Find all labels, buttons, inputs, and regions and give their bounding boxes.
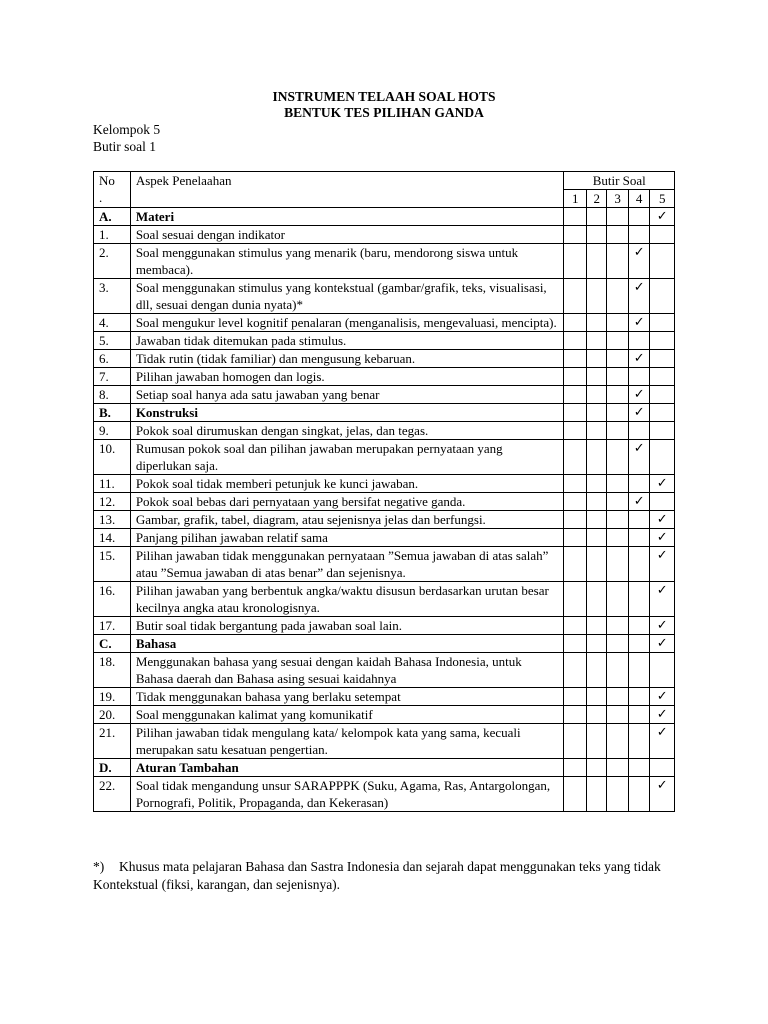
footnote-text: Khusus mata pelajaran Bahasa dan Sastra Indonesia dan sejarah dapat menggunakan teks yang tidak Kontekstual (fiksi, karangan, dan sejenisnya). — [93, 859, 661, 892]
footnote-marker: *) — [93, 859, 105, 874]
check-cell-empty — [650, 404, 675, 422]
check-cell-empty — [586, 475, 606, 493]
check-cell-empty — [586, 404, 606, 422]
row-number: 15. — [94, 547, 131, 582]
criteria-text: Pilihan jawaban tidak menggunakan pernyataan ”Semua jawaban di atas salah” atau ”Semua jawaban di atas benar” dan sejenisnya. — [130, 547, 564, 582]
criteria-text: Soal menggunakan stimulus yang menarik (baru, mendorong siswa untuk membaca). — [130, 244, 564, 279]
checkmark-icon: ✓ — [650, 582, 675, 617]
check-cell-empty — [586, 529, 606, 547]
criteria-text: Soal sesuai dengan indikator — [130, 226, 564, 244]
header-row-1 — [94, 172, 675, 190]
checkmark-icon: ✓ — [650, 511, 675, 529]
checkmark-icon: ✓ — [628, 244, 649, 279]
check-cell-empty — [650, 493, 675, 511]
check-cell-empty — [607, 582, 628, 617]
section-row — [94, 404, 675, 422]
row-number: 9. — [94, 422, 131, 440]
criteria-text: Soal menggunakan kalimat yang komunikatif — [130, 706, 564, 724]
check-cell-empty — [650, 759, 675, 777]
row-number: 4. — [94, 314, 131, 332]
check-cell-empty — [586, 226, 606, 244]
checkmark-icon: ✓ — [628, 404, 649, 422]
check-cell-empty — [586, 777, 606, 812]
check-cell-empty — [607, 404, 628, 422]
check-cell-empty — [564, 332, 587, 350]
check-cell-empty — [607, 529, 628, 547]
butir-label: Butir soal 1 — [93, 139, 156, 154]
criteria-text: Soal menggunakan stimulus yang kontekstual (gambar/grafik, teks, visualisasi, dll, sesuai dengan dunia nyata)* — [130, 279, 564, 314]
check-cell-empty — [586, 511, 606, 529]
kelompok-label: Kelompok 5 — [93, 122, 161, 137]
row-number: 14. — [94, 529, 131, 547]
criteria-row — [94, 422, 675, 440]
section-row — [94, 759, 675, 777]
row-number: 10. — [94, 440, 131, 475]
criteria-text: Pokok soal dirumuskan dengan singkat, jelas, dan tegas. — [130, 422, 564, 440]
check-cell-empty — [564, 475, 587, 493]
row-number: 19. — [94, 688, 131, 706]
criteria-text: Pilihan jawaban tidak mengulang kata/ kelompok kata yang sama, kecuali merupakan satu kesatuan pengertian. — [130, 724, 564, 759]
check-cell-empty — [564, 529, 587, 547]
check-cell-empty — [650, 244, 675, 279]
check-cell-empty — [650, 653, 675, 688]
row-number: D. — [94, 759, 131, 777]
check-cell-empty — [586, 440, 606, 475]
check-cell-empty — [628, 777, 649, 812]
criteria-row — [94, 582, 675, 617]
check-cell-empty — [650, 368, 675, 386]
section-title: Bahasa — [130, 635, 564, 653]
check-cell-empty — [564, 688, 587, 706]
criteria-text: Soal mengukur level kognitif penalaran (menganalisis, mengevaluasi, mencipta). — [130, 314, 564, 332]
check-cell-empty — [564, 386, 587, 404]
checkmark-icon: ✓ — [650, 475, 675, 493]
header-butir-soal: Butir Soal — [564, 172, 675, 190]
checkmark-icon: ✓ — [650, 208, 675, 226]
check-cell-empty — [628, 653, 649, 688]
check-cell-empty — [564, 706, 587, 724]
check-cell-empty — [607, 440, 628, 475]
check-cell-empty — [650, 314, 675, 332]
criteria-row — [94, 529, 675, 547]
row-number: 13. — [94, 511, 131, 529]
check-cell-empty — [564, 422, 587, 440]
check-cell-empty — [607, 279, 628, 314]
check-cell-empty — [586, 350, 606, 368]
check-cell-empty — [650, 279, 675, 314]
row-number: 16. — [94, 582, 131, 617]
check-cell-empty — [586, 688, 606, 706]
check-cell-empty — [628, 332, 649, 350]
check-cell-empty — [628, 226, 649, 244]
check-cell-empty — [607, 724, 628, 759]
criteria-row — [94, 493, 675, 511]
section-title: Aturan Tambahan — [130, 759, 564, 777]
check-cell-empty — [607, 759, 628, 777]
check-cell-empty — [607, 332, 628, 350]
criteria-row — [94, 332, 675, 350]
header-butir-num: 1 — [564, 190, 587, 208]
check-cell-empty — [628, 582, 649, 617]
check-cell-empty — [607, 422, 628, 440]
check-cell-empty — [586, 244, 606, 279]
check-cell-empty — [586, 582, 606, 617]
criteria-text: Panjang pilihan jawaban relatif sama — [130, 529, 564, 547]
header-butir-num: 2 — [586, 190, 606, 208]
check-cell-empty — [607, 386, 628, 404]
check-cell-empty — [607, 350, 628, 368]
check-cell-empty — [564, 244, 587, 279]
criteria-text: Pilihan jawaban yang berbentuk angka/waktu disusun berdasarkan urutan besar kecilnya angka atau kronologisnya. — [130, 582, 564, 617]
criteria-row — [94, 617, 675, 635]
criteria-text: Pilihan jawaban homogen dan logis. — [130, 368, 564, 386]
check-cell-empty — [586, 706, 606, 724]
check-cell-empty — [586, 386, 606, 404]
checkmark-icon: ✓ — [650, 706, 675, 724]
criteria-text: Pokok soal tidak memberi petunjuk ke kunci jawaban. — [130, 475, 564, 493]
criteria-row — [94, 226, 675, 244]
row-number: 7. — [94, 368, 131, 386]
check-cell-empty — [586, 547, 606, 582]
checkmark-icon: ✓ — [628, 440, 649, 475]
criteria-text: Gambar, grafik, tabel, diagram, atau sejenisnya jelas dan berfungsi. — [130, 511, 564, 529]
check-cell-empty — [607, 511, 628, 529]
check-cell-empty — [564, 635, 587, 653]
section-title: Materi — [130, 208, 564, 226]
criteria-row — [94, 724, 675, 759]
checkmark-icon: ✓ — [650, 635, 675, 653]
check-cell-empty — [564, 279, 587, 314]
check-cell-empty — [564, 493, 587, 511]
check-cell-empty — [607, 777, 628, 812]
check-cell-empty — [564, 777, 587, 812]
criteria-text: Rumusan pokok soal dan pilihan jawaban merupakan pernyataan yang diperlukan saja. — [130, 440, 564, 475]
document-title-line1: INSTRUMEN TELAAH SOAL HOTS — [272, 89, 496, 104]
check-cell-empty — [564, 653, 587, 688]
check-cell-empty — [628, 422, 649, 440]
row-number: 8. — [94, 386, 131, 404]
criteria-text: Tidak menggunakan bahasa yang berlaku setempat — [130, 688, 564, 706]
criteria-text: Butir soal tidak bergantung pada jawaban soal lain. — [130, 617, 564, 635]
row-number: 21. — [94, 724, 131, 759]
checkmark-icon: ✓ — [628, 493, 649, 511]
check-cell-empty — [628, 759, 649, 777]
check-cell-empty — [564, 724, 587, 759]
check-cell-empty — [607, 314, 628, 332]
header-butir-num: 4 — [628, 190, 649, 208]
check-cell-empty — [586, 635, 606, 653]
checkmark-icon: ✓ — [650, 617, 675, 635]
check-cell-empty — [586, 617, 606, 635]
check-cell-empty — [628, 529, 649, 547]
criteria-row — [94, 777, 675, 812]
check-cell-empty — [628, 688, 649, 706]
row-number: 20. — [94, 706, 131, 724]
criteria-row — [94, 688, 675, 706]
check-cell-empty — [650, 440, 675, 475]
check-cell-empty — [586, 422, 606, 440]
checkmark-icon: ✓ — [628, 279, 649, 314]
row-number: C. — [94, 635, 131, 653]
criteria-text: Pokok soal bebas dari pernyataan yang bersifat negative ganda. — [130, 493, 564, 511]
checkmark-icon: ✓ — [628, 314, 649, 332]
criteria-text: Soal tidak mengandung unsur SARAPPPK (Suku, Agama, Ras, Antargolongan, Pornografi, Politik, Propaganda, dan Kekerasan) — [130, 777, 564, 812]
checkmark-icon: ✓ — [628, 350, 649, 368]
check-cell-empty — [607, 706, 628, 724]
check-cell-empty — [564, 511, 587, 529]
check-cell-empty — [564, 440, 587, 475]
check-cell-empty — [564, 350, 587, 368]
check-cell-empty — [586, 368, 606, 386]
check-cell-empty — [607, 226, 628, 244]
check-cell-empty — [564, 582, 587, 617]
criteria-row — [94, 475, 675, 493]
criteria-row — [94, 547, 675, 582]
check-cell-empty — [607, 475, 628, 493]
criteria-row — [94, 279, 675, 314]
check-cell-empty — [586, 208, 606, 226]
check-cell-empty — [607, 493, 628, 511]
check-cell-empty — [650, 226, 675, 244]
check-cell-empty — [586, 279, 606, 314]
criteria-row — [94, 706, 675, 724]
row-number: 3. — [94, 279, 131, 314]
checkmark-icon: ✓ — [650, 529, 675, 547]
criteria-text: Tidak rutin (tidak familiar) dan mengusung kebaruan. — [130, 350, 564, 368]
criteria-text: Setiap soal hanya ada satu jawaban yang benar — [130, 386, 564, 404]
checkmark-icon: ✓ — [650, 724, 675, 759]
checkmark-icon: ✓ — [650, 547, 675, 582]
check-cell-empty — [607, 208, 628, 226]
check-cell-empty — [564, 547, 587, 582]
check-cell-empty — [628, 617, 649, 635]
check-cell-empty — [586, 493, 606, 511]
header-aspek: Aspek Penelaahan — [130, 172, 564, 208]
check-cell-empty — [628, 475, 649, 493]
check-cell-empty — [586, 314, 606, 332]
header-butir-num: 5 — [650, 190, 675, 208]
row-number: 17. — [94, 617, 131, 635]
check-cell-empty — [586, 332, 606, 350]
checkmark-icon: ✓ — [628, 386, 649, 404]
criteria-row — [94, 314, 675, 332]
section-title: Konstruksi — [130, 404, 564, 422]
check-cell-empty — [607, 547, 628, 582]
checkmark-icon: ✓ — [650, 777, 675, 812]
check-cell-empty — [607, 635, 628, 653]
check-cell-empty — [564, 368, 587, 386]
check-cell-empty — [564, 314, 587, 332]
criteria-row — [94, 244, 675, 279]
check-cell-empty — [628, 547, 649, 582]
check-cell-empty — [564, 759, 587, 777]
check-cell-empty — [650, 332, 675, 350]
check-cell-empty — [650, 386, 675, 404]
check-cell-empty — [607, 244, 628, 279]
row-number: 18. — [94, 653, 131, 688]
row-number: 12. — [94, 493, 131, 511]
row-number: 1. — [94, 226, 131, 244]
row-number: 5. — [94, 332, 131, 350]
check-cell-empty — [628, 635, 649, 653]
row-number: 6. — [94, 350, 131, 368]
footnote — [93, 858, 678, 894]
row-number: 2. — [94, 244, 131, 279]
check-cell-empty — [607, 688, 628, 706]
check-cell-empty — [564, 208, 587, 226]
criteria-row — [94, 653, 675, 688]
criteria-row — [94, 386, 675, 404]
row-number: A. — [94, 208, 131, 226]
check-cell-empty — [650, 350, 675, 368]
criteria-row — [94, 368, 675, 386]
check-cell-empty — [607, 368, 628, 386]
check-cell-empty — [607, 653, 628, 688]
criteria-row — [94, 440, 675, 475]
criteria-text: Menggunakan bahasa yang sesuai dengan kaidah Bahasa Indonesia, untuk Bahasa daerah dan Bahasa asing sesuai kaidahnya — [130, 653, 564, 688]
check-cell-empty — [628, 706, 649, 724]
check-cell-empty — [564, 617, 587, 635]
criteria-text: Jawaban tidak ditemukan pada stimulus. — [130, 332, 564, 350]
check-cell-empty — [628, 208, 649, 226]
row-number: 11. — [94, 475, 131, 493]
check-cell-empty — [628, 724, 649, 759]
check-cell-empty — [628, 511, 649, 529]
section-row — [94, 208, 675, 226]
review-table — [93, 171, 675, 812]
document-title-line2: BENTUK TES PILIHAN GANDA — [284, 105, 484, 120]
section-row — [94, 635, 675, 653]
check-cell-empty — [650, 422, 675, 440]
check-cell-empty — [564, 226, 587, 244]
header-no: No . — [94, 172, 131, 208]
criteria-row — [94, 350, 675, 368]
check-cell-empty — [628, 368, 649, 386]
check-cell-empty — [607, 617, 628, 635]
check-cell-empty — [586, 759, 606, 777]
checkmark-icon: ✓ — [650, 688, 675, 706]
check-cell-empty — [564, 404, 587, 422]
check-cell-empty — [586, 653, 606, 688]
row-number: 22. — [94, 777, 131, 812]
check-cell-empty — [586, 724, 606, 759]
header-butir-num: 3 — [607, 190, 628, 208]
criteria-row — [94, 511, 675, 529]
row-number: B. — [94, 404, 131, 422]
